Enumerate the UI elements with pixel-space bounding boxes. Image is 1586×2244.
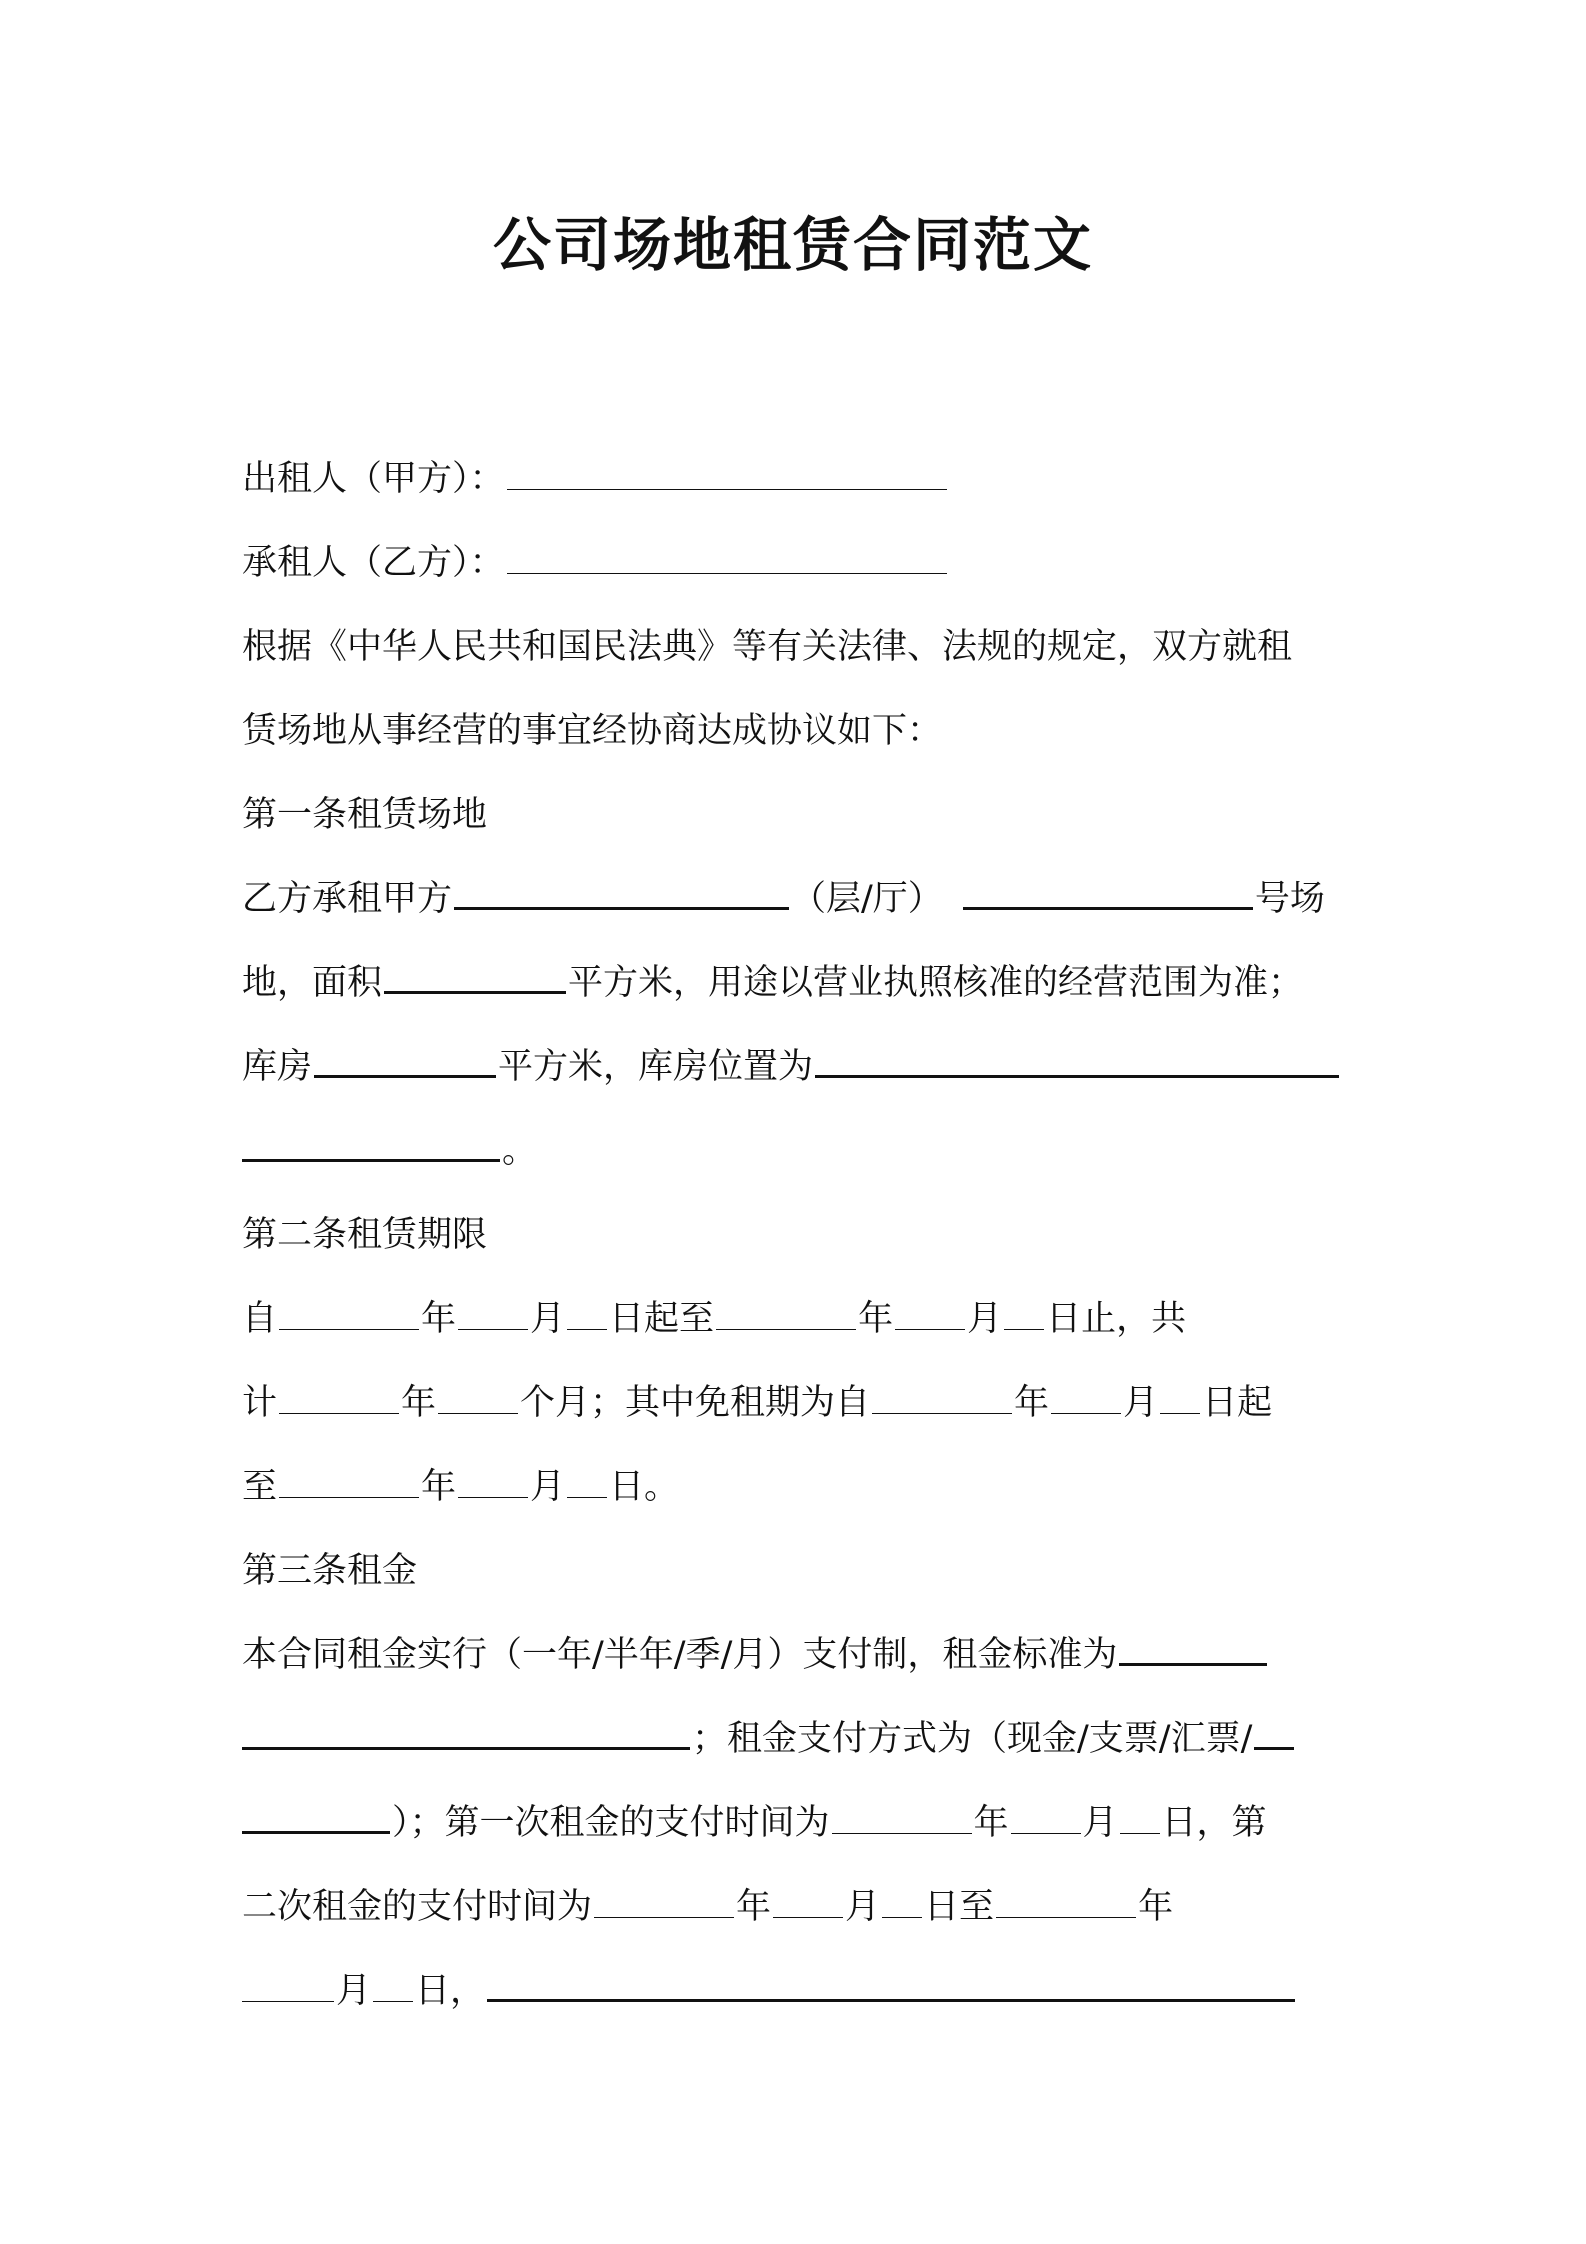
preamble-line-2: 赁场地从事经营的事宜经协商达成协议如下： [242,711,943,751]
site-number-blank[interactable] [963,877,1253,910]
lessee-name-blank[interactable] [507,543,947,574]
article3-text: 月 [1082,1803,1118,1843]
article2-text: 计 [242,1383,278,1423]
article3-heading: 第三条租金 [242,1551,418,1591]
article1-text: 地，面积 [242,963,383,1003]
lessor-line [242,454,949,504]
first-pay-day-blank[interactable] [1120,1803,1160,1834]
free-end-year-blank[interactable] [279,1467,419,1498]
start-day-blank[interactable] [567,1299,607,1330]
rent-standard-blank-cont[interactable] [242,1717,690,1750]
article3-text: 月 [336,1971,372,2011]
article2-line-3 [242,1462,679,1512]
free-start-day-blank[interactable] [1160,1383,1200,1414]
article1-line-2 [242,958,1303,1008]
article1-line-1 [242,874,1325,924]
article1-text: 平方米，用途以营业执照核准的经营范围为准； [568,963,1304,1003]
article2-text: 至 [242,1467,278,1507]
article3-text: 日至 [924,1887,995,1927]
article1-text: 乙方承租甲方 [242,879,453,919]
article2-text: 年 [401,1383,437,1423]
total-years-blank[interactable] [279,1383,399,1414]
lessor-label: 出租人（甲方）： [242,459,505,499]
article2-text: 日止，共 [1046,1299,1187,1339]
article3-line-2 [242,1714,1296,1764]
rent-standard-blank[interactable] [1119,1633,1267,1666]
start-year-blank[interactable] [279,1299,419,1330]
article1-text: （层/厅） [791,879,943,919]
end-month-blank[interactable] [895,1299,965,1330]
article2-text: 月 [1123,1383,1159,1423]
article3-text: 月 [845,1887,881,1927]
remarks-blank[interactable] [487,1969,1295,2002]
article3-text: ）；第一次租金的支付时间为 [392,1803,830,1843]
total-months-blank[interactable] [438,1383,518,1414]
article3-text: 年 [1138,1887,1174,1927]
end-year-blank[interactable] [716,1299,856,1330]
second-pay-start-year-blank[interactable] [594,1887,734,1918]
payment-method-blank[interactable] [1254,1717,1294,1750]
payment-method-blank-cont[interactable] [242,1801,390,1834]
lessee-label: 承租人（乙方）： [242,543,505,583]
free-start-month-blank[interactable] [1051,1383,1121,1414]
end-day-blank[interactable] [1004,1299,1044,1330]
article3-text: 本合同租金实行（一年/半年/季/月）支付制，租金标准为 [242,1635,1118,1675]
article3-line-5 [242,1966,1297,2016]
article3-text: ；租金支付方式为（现金/支票/汇票/ [692,1719,1253,1759]
article2-line-1 [242,1294,1186,1344]
article2-text: 个月；其中免租期为自 [520,1383,871,1423]
article1-text: 平方米，库房位置为 [498,1047,814,1087]
article3-text: 年 [973,1803,1009,1843]
article2-text: 日起至 [609,1299,715,1339]
article1-line-3 [242,1042,1341,1092]
warehouse-area-blank[interactable] [314,1045,496,1078]
floor-blank[interactable] [454,877,789,910]
second-pay-start-month-blank[interactable] [773,1887,843,1918]
article1-heading: 第一条租赁场地 [242,795,488,835]
article2-text: 日起 [1202,1383,1273,1423]
lessee-line [242,538,949,588]
article2-text: 年 [421,1467,457,1507]
preamble-line-1: 根据《中华人民共和国民法典》等有关法律、法规的规定，双方就租 [242,627,1293,667]
article1-text: 。 [502,1131,538,1171]
area-blank[interactable] [384,961,566,994]
article2-line-2 [242,1378,1272,1428]
warehouse-location-blank[interactable] [815,1045,1339,1078]
warehouse-location-blank-cont[interactable] [242,1129,500,1162]
document-title: 公司场地租赁合同范文 [492,211,1093,279]
second-pay-end-month-blank[interactable] [242,1971,334,2002]
lessor-name-blank[interactable] [507,459,947,490]
article1-text: 号场 [1254,879,1325,919]
free-start-year-blank[interactable] [872,1383,1012,1414]
article2-heading: 第二条租赁期限 [242,1215,488,1255]
first-pay-year-blank[interactable] [832,1803,972,1834]
article1-text: 库房 [242,1047,313,1087]
article3-line-4 [242,1882,1173,1932]
first-pay-month-blank[interactable] [1011,1803,1081,1834]
article3-line-3 [242,1798,1267,1848]
article2-text: 月 [530,1299,566,1339]
second-pay-end-year-blank[interactable] [996,1887,1136,1918]
start-month-blank[interactable] [458,1299,528,1330]
article3-text: 二次租金的支付时间为 [242,1887,593,1927]
article2-text: 月 [530,1467,566,1507]
second-pay-start-day-blank[interactable] [882,1887,922,1918]
free-end-day-blank[interactable] [567,1467,607,1498]
article3-line-1 [242,1630,1269,1680]
article2-text: 年 [421,1299,457,1339]
article2-text: 自 [242,1299,278,1339]
article2-text: 年 [858,1299,894,1339]
free-end-month-blank[interactable] [458,1467,528,1498]
article2-text: 月 [967,1299,1003,1339]
article2-text: 日。 [609,1467,680,1507]
second-pay-end-day-blank[interactable] [373,1971,413,2002]
article3-text: 年 [736,1887,772,1927]
article3-text: 日，第 [1161,1803,1267,1843]
article1-line-4 [242,1126,537,1176]
article3-text: 日， [415,1971,486,2011]
article2-text: 年 [1014,1383,1050,1423]
